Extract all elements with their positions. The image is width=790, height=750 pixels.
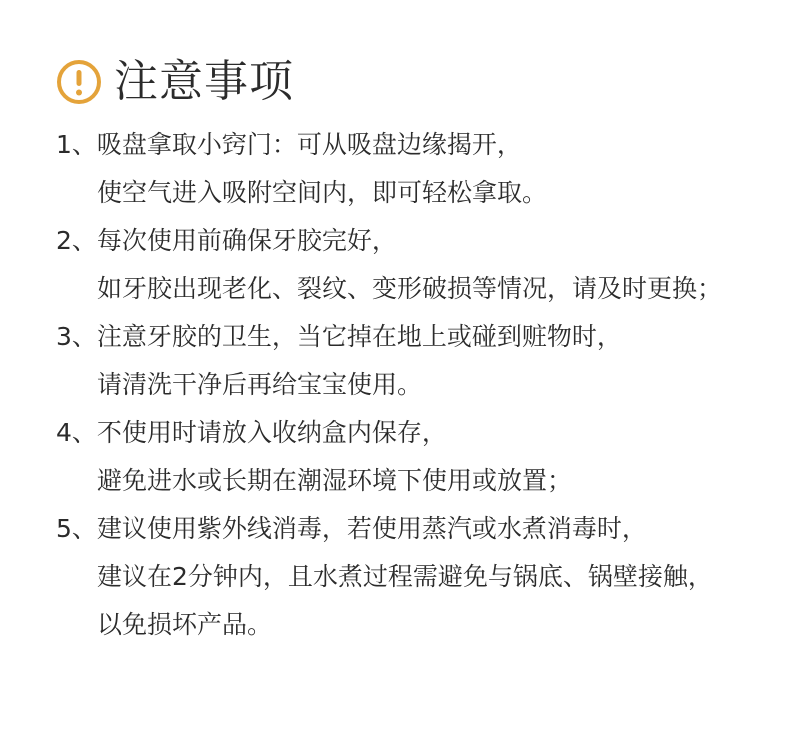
notice-item-1-line-2: 使空气进入吸附空间内，即可轻松拿取。 [97, 178, 548, 207]
notice-item-4 [56, 409, 776, 505]
notice-item-1 [56, 121, 776, 217]
notice-item-5 [56, 505, 776, 649]
notice-header [56, 56, 294, 108]
notice-item-1-line-1: 1、吸盘拿取小窍门：可从吸盘边缘揭开， [56, 130, 522, 159]
notice-list [56, 121, 776, 649]
notice-item-4-line-1: 4、不使用时请放入收纳盒内保存， [56, 418, 447, 447]
notice-item-3-line-2: 请清洗干净后再给宝宝使用。 [97, 370, 423, 399]
notice-item-2-line-2: 如牙胶出现老化、裂纹、变形破损等情况，请及时更换； [97, 274, 723, 303]
page-title: 注意事项 [114, 56, 294, 107]
notice-item-4-line-2: 避免进水或长期在潮湿环境下使用或放置； [97, 466, 573, 495]
notice-item-3-line-1: 3、注意牙胶的卫生，当它掉在地上或碰到赃物时， [56, 322, 622, 351]
notice-item-3 [56, 313, 776, 409]
notice-item-5-line-2: 建议在2分钟内，且水煮过程需避免与锅底、锅壁接触， [97, 562, 713, 591]
notice-item-2 [56, 217, 776, 313]
notice-item-5-line-3: 以免损坏产品。 [97, 610, 273, 639]
exclamation-circle-icon [56, 59, 102, 105]
notice-item-2-line-1: 2、每次使用前确保牙胶完好， [56, 226, 397, 255]
notice-item-5-line-1: 5、建议使用紫外线消毒，若使用蒸汽或水煮消毒时， [56, 514, 647, 543]
